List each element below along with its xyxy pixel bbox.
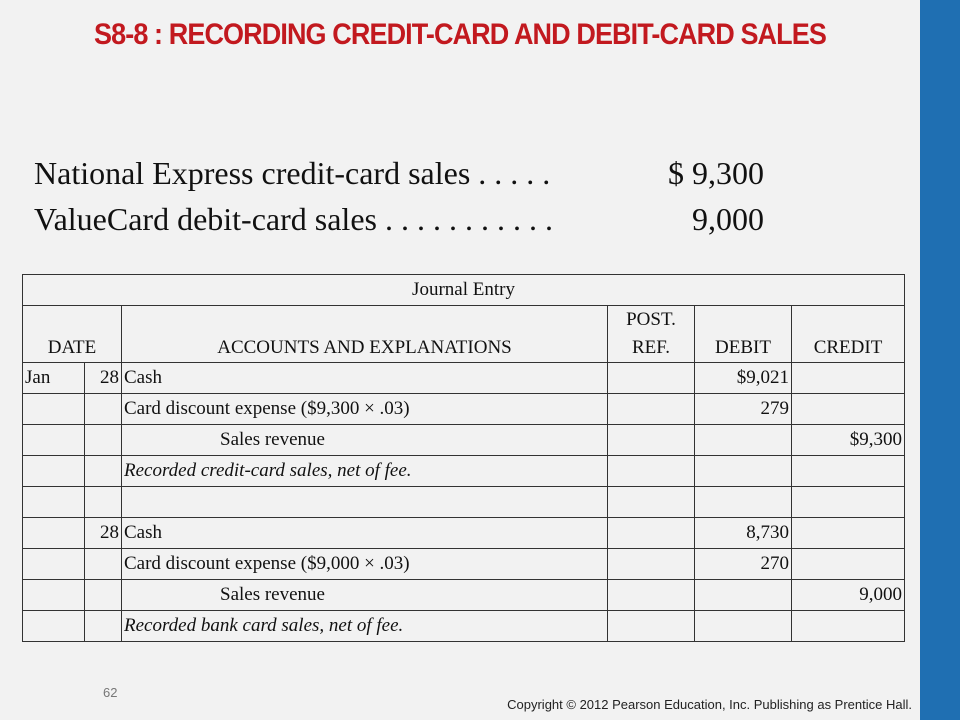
cell-post-ref	[608, 549, 695, 580]
cell-credit	[792, 518, 905, 549]
header-credit: CREDIT	[792, 306, 905, 363]
cell-account: Cash	[122, 363, 608, 394]
cell-month: Jan	[23, 363, 85, 394]
cell-day	[85, 549, 122, 580]
summary-row-credit	[34, 150, 764, 196]
cell-month	[23, 425, 85, 456]
sales-summary	[34, 150, 764, 242]
slide-title: S8-8 : RECORDING CREDIT-CARD AND DEBIT-CARD SALES	[94, 18, 826, 51]
cell-account: Sales revenue	[122, 425, 608, 456]
header-post-ref	[608, 306, 695, 363]
journal-row	[23, 580, 905, 611]
cell-month	[23, 394, 85, 425]
cell-month	[23, 611, 85, 642]
cell-credit	[792, 611, 905, 642]
journal-row	[23, 394, 905, 425]
copyright-notice: Copyright © 2012 Pearson Education, Inc. Publishing as Prentice Hall.	[507, 697, 912, 712]
cell-credit	[792, 487, 905, 518]
header-debit: DEBIT	[695, 306, 792, 363]
cell-credit	[792, 394, 905, 425]
cell-day	[85, 425, 122, 456]
cell-post-ref	[608, 580, 695, 611]
cell-debit: $9,021	[695, 363, 792, 394]
cell-credit	[792, 363, 905, 394]
header-date: DATE	[23, 306, 122, 363]
cell-day	[85, 580, 122, 611]
cell-post-ref	[608, 518, 695, 549]
journal-row	[23, 611, 905, 642]
cell-month	[23, 456, 85, 487]
cell-account: Cash	[122, 518, 608, 549]
cell-post-ref	[608, 611, 695, 642]
cell-day	[85, 611, 122, 642]
cell-month	[23, 518, 85, 549]
cell-day	[85, 456, 122, 487]
cell-month	[23, 580, 85, 611]
summary-label: ValueCard debit-card sales . . . . . . . . . . .	[34, 201, 553, 237]
header-post-ref-line1: POST.	[626, 309, 676, 330]
cell-month	[23, 549, 85, 580]
cell-debit	[695, 456, 792, 487]
cell-account: Recorded credit-card sales, net of fee.	[122, 456, 608, 487]
cell-post-ref	[608, 487, 695, 518]
journal-header-row	[23, 306, 905, 363]
journal-caption-row	[23, 275, 905, 306]
cell-account: Card discount expense ($9,000 × .03)	[122, 549, 608, 580]
cell-debit	[695, 580, 792, 611]
cell-debit	[695, 425, 792, 456]
cell-account: Recorded bank card sales, net of fee.	[122, 611, 608, 642]
cell-account	[122, 487, 608, 518]
journal-row	[23, 487, 905, 518]
journal-row	[23, 456, 905, 487]
cell-debit	[695, 487, 792, 518]
cell-debit	[695, 611, 792, 642]
cell-account: Sales revenue	[122, 580, 608, 611]
journal-caption: Journal Entry	[23, 275, 905, 306]
header-accounts: ACCOUNTS AND EXPLANATIONS	[122, 306, 608, 363]
cell-credit	[792, 456, 905, 487]
cell-post-ref	[608, 394, 695, 425]
page-number: 62	[103, 685, 118, 700]
cell-account: Card discount expense ($9,300 × .03)	[122, 394, 608, 425]
journal-row	[23, 518, 905, 549]
summary-row-debit	[34, 196, 764, 242]
cell-debit: 279	[695, 394, 792, 425]
cell-post-ref	[608, 456, 695, 487]
cell-credit: 9,000	[792, 580, 905, 611]
cell-month	[23, 487, 85, 518]
cell-post-ref	[608, 425, 695, 456]
header-post-ref-line2: REF.	[631, 337, 671, 358]
cell-day	[85, 394, 122, 425]
journal-entry-table	[22, 274, 905, 642]
cell-post-ref	[608, 363, 695, 394]
cell-day: 28	[85, 363, 122, 394]
cell-debit: 270	[695, 549, 792, 580]
slide-sidebar-bar	[920, 0, 960, 720]
journal-row	[23, 425, 905, 456]
cell-debit: 8,730	[695, 518, 792, 549]
cell-day: 28	[85, 518, 122, 549]
journal-row	[23, 549, 905, 580]
summary-value: $ 9,300	[668, 155, 764, 191]
cell-day	[85, 487, 122, 518]
cell-credit: $9,300	[792, 425, 905, 456]
summary-value: 9,000	[692, 201, 764, 237]
summary-label: National Express credit-card sales . . . . .	[34, 155, 551, 191]
cell-credit	[792, 549, 905, 580]
journal-row	[23, 363, 905, 394]
